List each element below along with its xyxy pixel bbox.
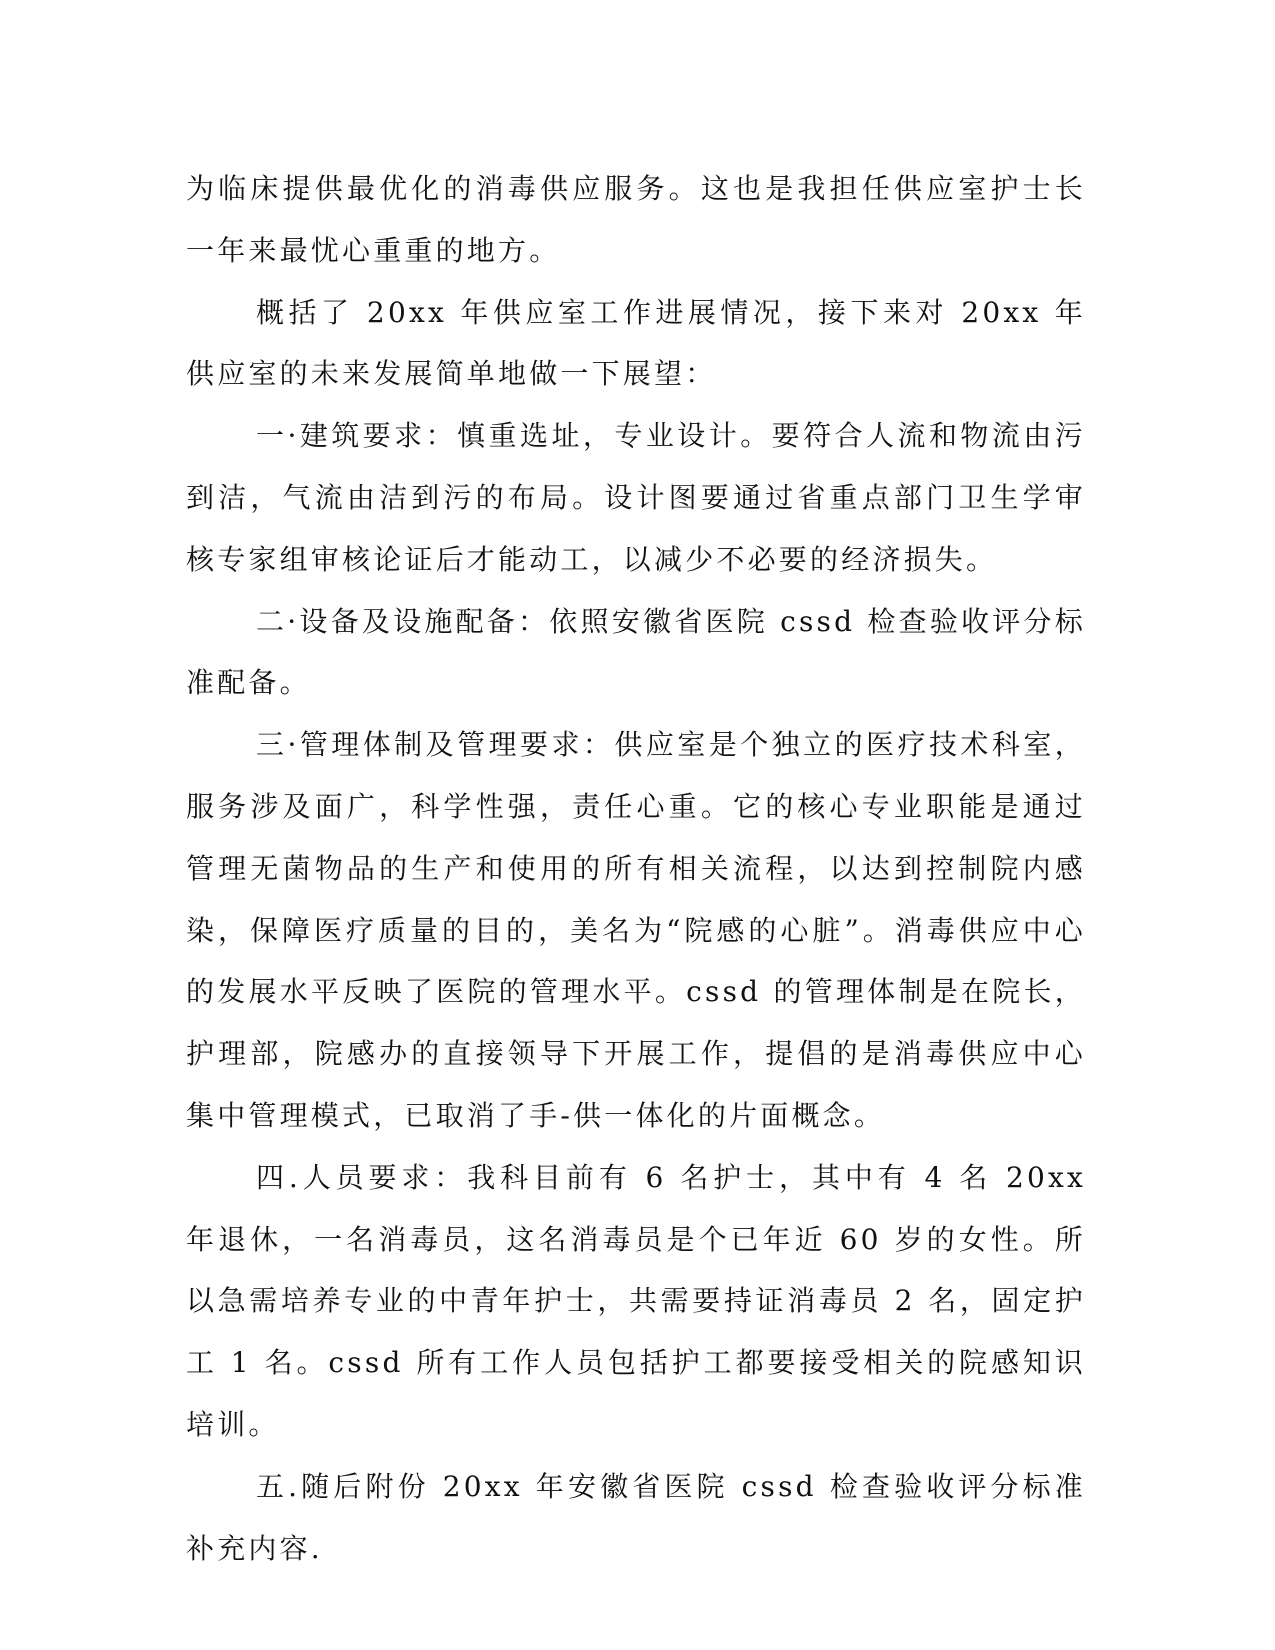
paragraph-staffing: 四.人员要求：我科目前有 6 名护士，其中有 4 名 20xx 年退休，一名消毒员，这名消毒员是个已年近 60 岁的女性。所以急需培养专业的中青年护士，共需要持证消毒员 2 名，固定护工 1 名。cssd 所有工作人员包括护工都要接受相关的院感知识培训。 [186, 1160, 1086, 1441]
document-body [186, 158, 1086, 1579]
paragraph-appendix: 五.随后附份 20xx 年安徽省医院 cssd 检查验收评分标准补充内容. [186, 1469, 1086, 1565]
paragraph-summary: 概括了 20xx 年供应室工作进展情况，接下来对 20xx 年供应室的未来发展简单地做一下展望： [186, 295, 1086, 391]
paragraph-management: 三·管理体制及管理要求：供应室是个独立的医疗技术科室，服务涉及面广，科学性强，责任心重。它的核心专业职能是通过管理无菌物品的生产和使用的所有相关流程，以达到控制院内感染，保障医疗质量的目的，美名为“院感的心脏”。消毒供应中心的发展水平反映了医院的管理水平。cssd 的管理体制是在院长，护理部，院感办的直接领导下开展工作，提倡的是消毒供应中心集中管理模式，已取消了手-供一体化的片面概念。 [186, 728, 1086, 1132]
paragraph-building-requirements: 一·建筑要求：慎重选址，专业设计。要符合人流和物流由污到洁，气流由洁到污的布局。设计图要通过省重点部门卫生学审核专家组审核论证后才能动工，以减少不必要的经济损失。 [186, 419, 1086, 576]
paragraph-equipment: 二·设备及设施配备：依照安徽省医院 cssd 检查验收评分标准配备。 [186, 604, 1086, 700]
paragraph-intro-continuation: 为临床提供最优化的消毒供应服务。这也是我担任供应室护士长一年来最忧心重重的地方。 [186, 172, 1086, 267]
